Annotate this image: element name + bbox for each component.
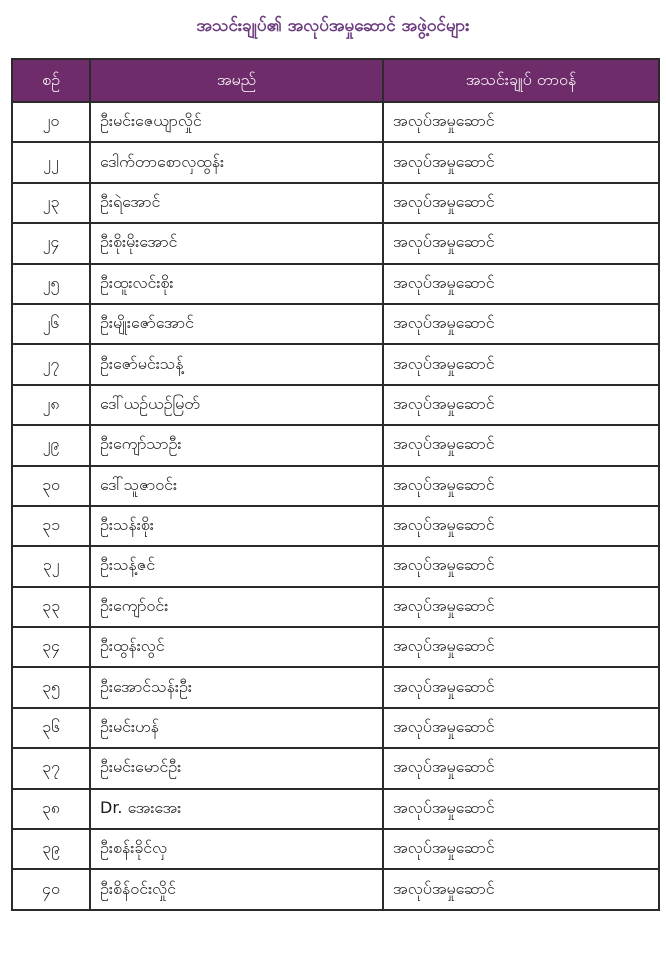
row-number: ၂၃ — [12, 183, 90, 223]
member-name: ဦးစိုးမိုးအောင် — [90, 223, 383, 263]
member-name: ဦးမင်းဇေယျာလှိုင် — [90, 102, 383, 142]
member-name: ဒေါ်သူဇာဝင်း — [90, 466, 383, 506]
row-number: ၂၄ — [12, 223, 90, 263]
row-number: ၃၄ — [12, 627, 90, 667]
member-role: အလုပ်အမှုဆောင် — [383, 829, 659, 869]
member-name: ဦးမင်းဟန် — [90, 708, 383, 748]
table-header-row — [12, 59, 659, 102]
table-row — [12, 304, 659, 344]
row-number: ၃၀ — [12, 466, 90, 506]
table-row — [12, 385, 659, 425]
row-number: ၄၀ — [12, 869, 90, 909]
member-name: ဒေါက်တာစောလှထွန်း — [90, 142, 383, 182]
table-row — [12, 344, 659, 384]
row-number: ၃၈ — [12, 789, 90, 829]
row-number: ၂၀ — [12, 102, 90, 142]
member-role: အလုပ်အမှုဆောင် — [383, 183, 659, 223]
row-number: ၂၅ — [12, 264, 90, 304]
row-number: ၂၇ — [12, 344, 90, 384]
member-role: အလုပ်အမှုဆောင် — [383, 789, 659, 829]
table-row — [12, 667, 659, 707]
member-role: အလုပ်အမှုဆောင် — [383, 466, 659, 506]
table-row — [12, 102, 659, 142]
member-name: ဦးသန့်ဇင် — [90, 546, 383, 586]
row-number: ၃၁ — [12, 506, 90, 546]
member-role: အလုပ်အမှုဆောင် — [383, 385, 659, 425]
table-row — [12, 142, 659, 182]
table-row — [12, 748, 659, 788]
member-name: ဦးထူးလင်းစိုး — [90, 264, 383, 304]
member-name: ဦးရဲအောင် — [90, 183, 383, 223]
row-number: ၃၂ — [12, 546, 90, 586]
table-row — [12, 466, 659, 506]
member-name: ဦးထွန်းလွင် — [90, 627, 383, 667]
member-name: ဦးအောင်သန်းဦး — [90, 667, 383, 707]
member-name: ဦးဇော်မင်းသန့် — [90, 344, 383, 384]
member-role: အလုပ်အမှုဆောင် — [383, 546, 659, 586]
table-row — [12, 425, 659, 465]
member-name: ဦးသန်းစိုး — [90, 506, 383, 546]
table-row — [12, 506, 659, 546]
table-row — [12, 546, 659, 586]
member-name: ဦးကျော်ဝင်း — [90, 587, 383, 627]
member-role: အလုပ်အမှုဆောင် — [383, 869, 659, 909]
table-row — [12, 223, 659, 263]
member-role: အလုပ်အမှုဆောင် — [383, 627, 659, 667]
member-name: ဦးစန်းခိုင်လှ — [90, 829, 383, 869]
member-role: အလုပ်အမှုဆောင် — [383, 304, 659, 344]
table-row — [12, 869, 659, 909]
header-name: အမည် — [90, 59, 383, 102]
table-row — [12, 789, 659, 829]
member-role: အလုပ်အမှုဆောင် — [383, 223, 659, 263]
row-number: ၃၇ — [12, 748, 90, 788]
table-row — [12, 587, 659, 627]
member-name: ဦးစိန်ဝင်းလှိုင် — [90, 869, 383, 909]
member-name: ဒေါ်ယဉ်ယဉ်မြတ် — [90, 385, 383, 425]
row-number: ၂၂ — [12, 142, 90, 182]
row-number: ၂၆ — [12, 304, 90, 344]
member-name: ဦးမင်းမောင်ဦး — [90, 748, 383, 788]
table-row — [12, 264, 659, 304]
row-number: ၂၈ — [12, 385, 90, 425]
member-role: အလုပ်အမှုဆောင် — [383, 667, 659, 707]
member-name: ဦးကျော်သာဦး — [90, 425, 383, 465]
row-number: ၂၉ — [12, 425, 90, 465]
row-number: ၃၃ — [12, 587, 90, 627]
row-number: ၃၆ — [12, 708, 90, 748]
member-role: အလုပ်အမှုဆောင် — [383, 425, 659, 465]
header-role: အသင်းချုပ် တာဝန် — [383, 59, 659, 102]
table-row — [12, 829, 659, 869]
document-title: အသင်းချုပ်၏ အလုပ်အမှုဆောင် အဖွဲ့ဝင်များ — [196, 16, 470, 36]
table-row — [12, 627, 659, 667]
member-role: အလုပ်အမှုဆောင် — [383, 748, 659, 788]
member-role: အလုပ်အမှုဆောင် — [383, 708, 659, 748]
table-row — [12, 183, 659, 223]
member-role: အလုပ်အမှုဆောင် — [383, 142, 659, 182]
member-role: အလုပ်အမှုဆောင် — [383, 264, 659, 304]
member-role: အလုပ်အမှုဆောင် — [383, 102, 659, 142]
member-name: ဦးမျိုးဇော်အောင် — [90, 304, 383, 344]
header-number: စဉ် — [12, 59, 90, 102]
member-name: Dr. အေးအေး — [90, 789, 383, 829]
member-role: အလုပ်အမှုဆောင် — [383, 506, 659, 546]
row-number: ၃၉ — [12, 829, 90, 869]
table-row — [12, 708, 659, 748]
member-role: အလုပ်အမှုဆောင် — [383, 587, 659, 627]
row-number: ၃၅ — [12, 667, 90, 707]
executive-members-table — [11, 58, 660, 911]
member-role: အလုပ်အမှုဆောင် — [383, 344, 659, 384]
